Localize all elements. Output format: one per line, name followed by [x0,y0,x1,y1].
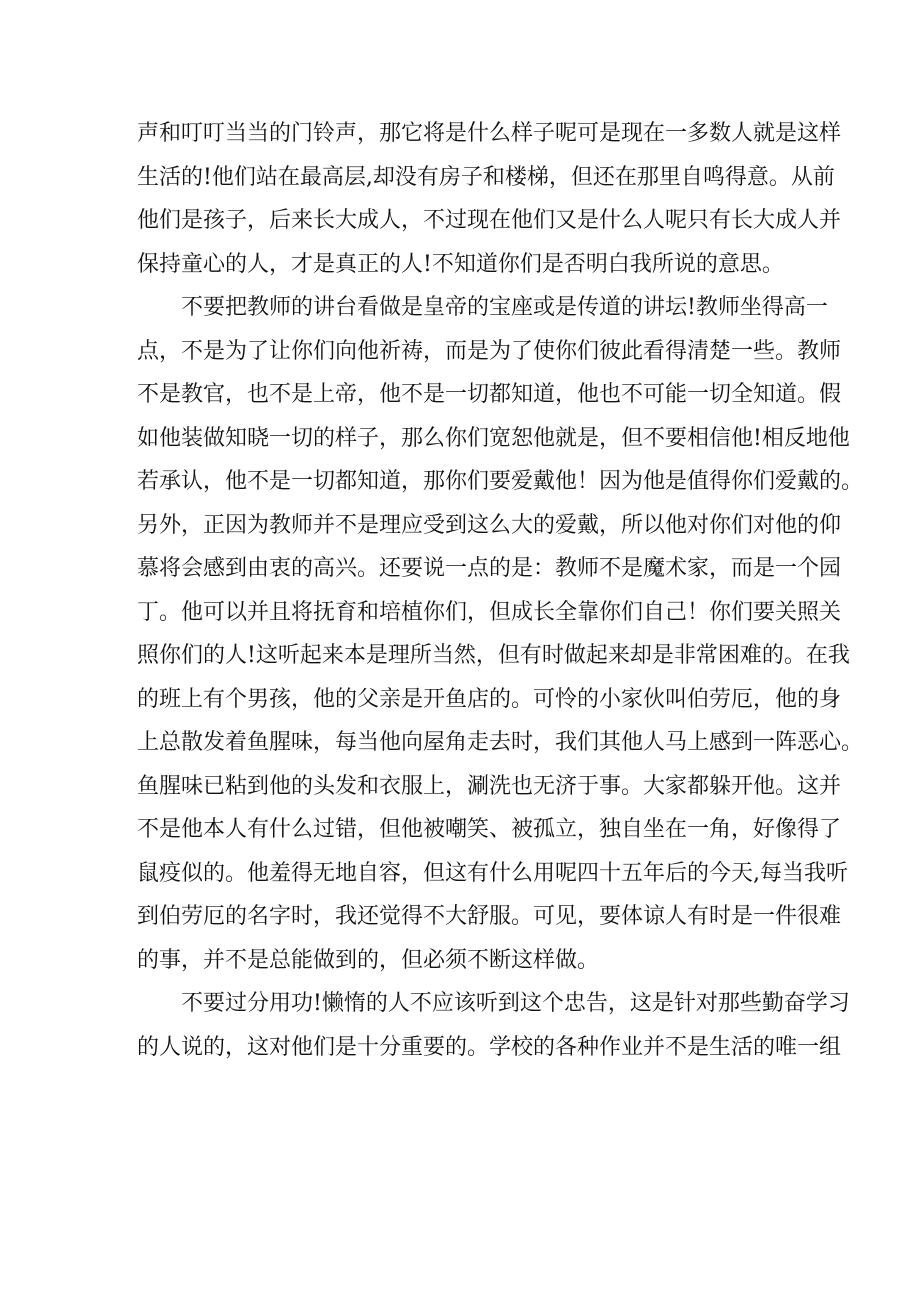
text-line: 鼠疫似的。他羞得无地自容，但这有什么用呢四十五年后的今天,每当我听 [137,860,848,886]
text-line: 的事，并不是总能做到的，但必须不断这样做。 [137,947,600,973]
text-line: 如他装做知晓一切的样子，那么你们宽恕他就是，但不要相信他!相反地他 [137,425,850,451]
paragraph [137,112,842,286]
text-line: 不是教官，也不是上帝，他不是一切都知道，他也不可能一切全知道。假 [137,382,842,407]
text-line: 他们是孩子，后来长大成人，不过现在他们又是什么人呢只有长大成人并 [137,208,842,233]
text-line: 生活的!他们站在最高层,却没有房子和楼梯，但还在那里自鸣得意。从前 [137,164,835,190]
text-line: 照你们的人!这听起来本是理所当然，但有时做起来却是非常困难的。在我 [137,643,850,668]
text-line: 上总散发着鱼腥味，每当他向屋角走去时，我们其他人马上感到一阵恶心。 [137,730,864,755]
text-line: 声和叮叮当当的门铃声，那它将是什么样子呢可是现在一多数人就是这样 [137,121,842,146]
paragraph [137,982,850,1069]
text-line: 若承认，他不是一切都知道，那你们要爱戴他！因为他是值得你们爱戴的。 [137,469,864,494]
text-line: 不要过分用功!懒惰的人不应该听到这个忠告，这是针对那些勤奋学习 [181,991,850,1016]
text-line: 另外，正因为教师并不是理应受到这么大的爱戴，所以他对你们对他的仰 [137,512,842,538]
text-line: 点，不是为了让你们向他祈祷，而是为了使你们彼此看得清楚一些。教师 [137,338,842,364]
text-line: 慕将会感到由衷的高兴。还要说一点的是：教师不是魔术家，而是一个园 [137,556,842,581]
body-text [137,112,864,1069]
paragraph [137,286,864,982]
text-line: 丁。他可以并且将抚育和培植你们，但成长全靠你们自己！你们要关照关 [137,599,842,625]
text-line: 不是他本人有什么过错，但他被嘲笑、被孤立，独自坐在一角，好像得了 [137,817,842,842]
text-line: 到伯劳厄的名字时，我还觉得不大舒服。可见，要体谅人有时是一件很难 [137,904,842,929]
text-line: 的人说的，这对他们是十分重要的。学校的各种作业并不是生活的唯一组 [137,1034,842,1060]
text-line: 的班上有个男孩，他的父亲是开鱼店的。可怜的小家伙叫伯劳厄，他的身 [137,686,842,712]
text-line: 鱼腥味已粘到他的头发和衣服上，涮洗也无济于事。大家都躲开他。这并 [137,773,842,799]
text-line: 不要把教师的讲台看做是皇帝的宝座或是传道的讲坛!教师坐得高一 [181,295,828,320]
text-line: 保持童心的人，才是真正的人!不知道你们是否明白我所说的意思。 [137,251,784,277]
